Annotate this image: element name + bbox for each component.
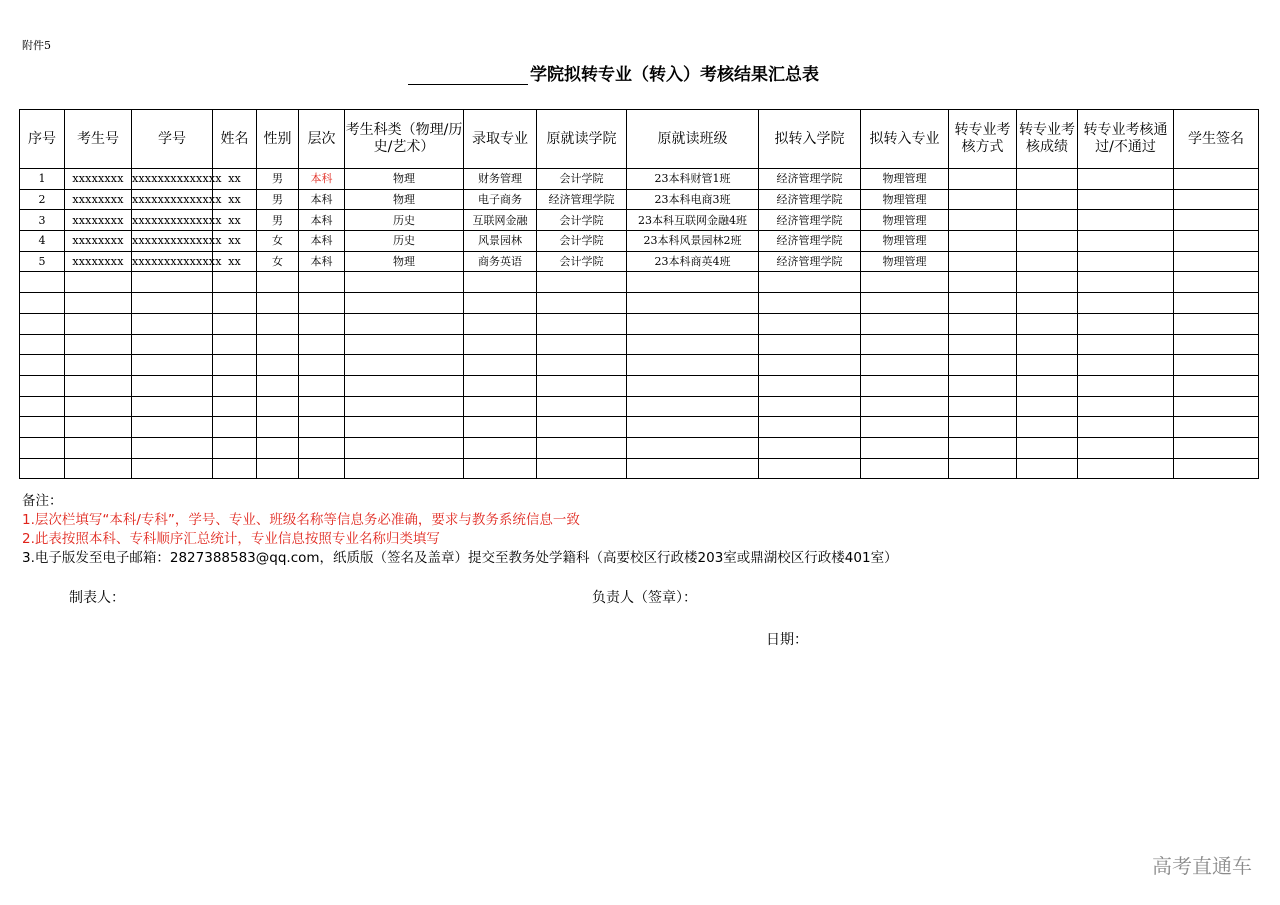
- summary-table: [19, 109, 1259, 479]
- empty-cell[interactable]: [627, 293, 759, 314]
- empty-cell[interactable]: [861, 293, 949, 314]
- cell-exam-no[interactable]: xxxxxxxx: [65, 251, 132, 272]
- empty-cell[interactable]: [1174, 458, 1259, 479]
- empty-cell[interactable]: [20, 355, 65, 376]
- col-header-gender: 性别: [257, 110, 299, 169]
- cell-score[interactable]: [1017, 231, 1078, 252]
- empty-cell[interactable]: [464, 417, 537, 438]
- empty-cell[interactable]: [1078, 375, 1174, 396]
- cell-level[interactable]: 本科: [299, 210, 345, 231]
- empty-cell[interactable]: [949, 313, 1017, 334]
- cell-gender[interactable]: 女: [257, 231, 299, 252]
- cell-name[interactable]: xx: [213, 231, 257, 252]
- empty-cell[interactable]: [299, 334, 345, 355]
- empty-cell[interactable]: [1174, 272, 1259, 293]
- cell-no[interactable]: 2: [20, 189, 65, 210]
- empty-cell[interactable]: [20, 437, 65, 458]
- empty-cell[interactable]: [1017, 417, 1078, 438]
- cell-student-no[interactable]: xxxxxxxxxxxxxx: [132, 231, 213, 252]
- empty-cell[interactable]: [759, 334, 861, 355]
- empty-cell[interactable]: [759, 272, 861, 293]
- watermark: 高考直通车: [1152, 854, 1252, 878]
- empty-cell[interactable]: [132, 293, 213, 314]
- empty-cell[interactable]: [132, 437, 213, 458]
- title-text: 学院拟转专业（转入）考核结果汇总表: [530, 65, 819, 85]
- empty-cell[interactable]: [345, 396, 464, 417]
- cell-orig-class[interactable]: 23本科商英4班: [627, 251, 759, 272]
- empty-cell[interactable]: [464, 375, 537, 396]
- cell-student-no[interactable]: xxxxxxxxxxxxxx: [132, 169, 213, 190]
- notes-heading: 备注：: [22, 493, 63, 509]
- empty-cell[interactable]: [345, 272, 464, 293]
- empty-cell[interactable]: [65, 417, 132, 438]
- empty-cell[interactable]: [65, 293, 132, 314]
- empty-cell[interactable]: [65, 355, 132, 376]
- empty-cell[interactable]: [759, 293, 861, 314]
- note-line-2: 2.此表按照本科、专科顺序汇总统计，专业信息按照专业名称归类填写: [22, 531, 440, 547]
- empty-cell[interactable]: [1174, 334, 1259, 355]
- cell-major[interactable]: 风景园林: [464, 231, 537, 252]
- cell-major[interactable]: 互联网金融: [464, 210, 537, 231]
- empty-cell[interactable]: [1017, 293, 1078, 314]
- empty-cell[interactable]: [464, 437, 537, 458]
- empty-cell[interactable]: [213, 293, 257, 314]
- cell-level[interactable]: 本科: [299, 251, 345, 272]
- empty-cell[interactable]: [20, 375, 65, 396]
- cell-student-no[interactable]: xxxxxxxxxxxxxx: [132, 251, 213, 272]
- empty-cell[interactable]: [345, 375, 464, 396]
- empty-cell[interactable]: [464, 313, 537, 334]
- empty-cell[interactable]: [213, 396, 257, 417]
- empty-cell[interactable]: [65, 334, 132, 355]
- cell-category[interactable]: 历史: [345, 231, 464, 252]
- cell-exam-no[interactable]: xxxxxxxx: [65, 169, 132, 190]
- empty-table-row: [20, 355, 1259, 376]
- cell-name[interactable]: xx: [213, 169, 257, 190]
- empty-cell[interactable]: [537, 396, 627, 417]
- empty-cell[interactable]: [1017, 396, 1078, 417]
- cell-method[interactable]: [949, 231, 1017, 252]
- responsible-label: 负责人（签章）：: [592, 590, 697, 606]
- col-header-major: 录取专业: [464, 110, 537, 169]
- empty-table-row: [20, 437, 1259, 458]
- cell-result[interactable]: [1078, 210, 1174, 231]
- empty-table-row: [20, 396, 1259, 417]
- empty-cell[interactable]: [1078, 417, 1174, 438]
- cell-signature[interactable]: [1174, 251, 1259, 272]
- cell-no[interactable]: 3: [20, 210, 65, 231]
- empty-cell[interactable]: [257, 334, 299, 355]
- cell-result[interactable]: [1078, 189, 1174, 210]
- empty-cell[interactable]: [464, 293, 537, 314]
- cell-no[interactable]: 5: [20, 251, 65, 272]
- empty-cell[interactable]: [213, 355, 257, 376]
- empty-cell[interactable]: [537, 272, 627, 293]
- cell-gender[interactable]: 男: [257, 189, 299, 210]
- empty-cell[interactable]: [65, 272, 132, 293]
- empty-cell[interactable]: [759, 458, 861, 479]
- empty-cell[interactable]: [627, 396, 759, 417]
- empty-cell[interactable]: [949, 293, 1017, 314]
- empty-cell[interactable]: [299, 458, 345, 479]
- empty-cell[interactable]: [949, 396, 1017, 417]
- cell-major[interactable]: 商务英语: [464, 251, 537, 272]
- empty-cell[interactable]: [861, 396, 949, 417]
- cell-signature[interactable]: [1174, 189, 1259, 210]
- empty-cell[interactable]: [257, 396, 299, 417]
- col-header-method: 转专业考核方式: [949, 110, 1017, 169]
- empty-cell[interactable]: [861, 272, 949, 293]
- cell-orig-class[interactable]: 23本科互联网金融4班: [627, 210, 759, 231]
- notes-section: [22, 492, 898, 568]
- empty-cell[interactable]: [464, 334, 537, 355]
- empty-cell[interactable]: [627, 375, 759, 396]
- cell-target-college[interactable]: 经济管理学院: [759, 210, 861, 231]
- cell-student-no[interactable]: xxxxxxxxxxxxxx: [132, 210, 213, 231]
- cell-method[interactable]: [949, 169, 1017, 190]
- empty-cell[interactable]: [1078, 334, 1174, 355]
- empty-cell[interactable]: [861, 355, 949, 376]
- empty-cell[interactable]: [861, 375, 949, 396]
- cell-target-college[interactable]: 经济管理学院: [759, 189, 861, 210]
- cell-score[interactable]: [1017, 210, 1078, 231]
- empty-cell[interactable]: [213, 458, 257, 479]
- empty-table-row: [20, 417, 1259, 438]
- empty-cell[interactable]: [65, 396, 132, 417]
- cell-score[interactable]: [1017, 251, 1078, 272]
- cell-category[interactable]: 物理: [345, 189, 464, 210]
- empty-cell[interactable]: [537, 355, 627, 376]
- empty-cell[interactable]: [132, 458, 213, 479]
- empty-cell[interactable]: [345, 293, 464, 314]
- col-header-no: 序号: [20, 110, 65, 169]
- empty-cell[interactable]: [949, 458, 1017, 479]
- empty-cell[interactable]: [759, 313, 861, 334]
- col-header-exam-no: 考生号: [65, 110, 132, 169]
- empty-table-row: [20, 293, 1259, 314]
- cell-signature[interactable]: [1174, 169, 1259, 190]
- empty-cell[interactable]: [213, 313, 257, 334]
- empty-cell[interactable]: [949, 437, 1017, 458]
- empty-cell[interactable]: [1017, 375, 1078, 396]
- cell-score[interactable]: [1017, 189, 1078, 210]
- empty-cell[interactable]: [1174, 355, 1259, 376]
- empty-cell[interactable]: [299, 313, 345, 334]
- empty-cell[interactable]: [345, 417, 464, 438]
- col-header-target-major: 拟转入专业: [861, 110, 949, 169]
- col-header-name: 姓名: [213, 110, 257, 169]
- empty-cell[interactable]: [257, 375, 299, 396]
- header-row: [20, 110, 1259, 169]
- page-title: [408, 60, 819, 85]
- cell-orig-class[interactable]: 23本科财管1班: [627, 169, 759, 190]
- col-header-signature: 学生签名: [1174, 110, 1259, 169]
- cell-orig-college[interactable]: 会计学院: [537, 169, 627, 190]
- cell-target-major[interactable]: 物理管理: [861, 210, 949, 231]
- empty-cell[interactable]: [464, 355, 537, 376]
- empty-cell[interactable]: [537, 313, 627, 334]
- empty-cell[interactable]: [65, 313, 132, 334]
- cell-exam-no[interactable]: xxxxxxxx: [65, 210, 132, 231]
- empty-cell[interactable]: [20, 313, 65, 334]
- cell-category[interactable]: 物理: [345, 169, 464, 190]
- col-header-orig-class: 原就读班级: [627, 110, 759, 169]
- cell-method[interactable]: [949, 189, 1017, 210]
- empty-cell[interactable]: [213, 437, 257, 458]
- empty-cell[interactable]: [65, 458, 132, 479]
- empty-cell[interactable]: [132, 375, 213, 396]
- cell-category[interactable]: 历史: [345, 210, 464, 231]
- cell-level[interactable]: 本科: [299, 231, 345, 252]
- cell-score[interactable]: [1017, 169, 1078, 190]
- col-header-score: 转专业考核成绩: [1017, 110, 1078, 169]
- empty-cell[interactable]: [537, 437, 627, 458]
- cell-target-major[interactable]: 物理管理: [861, 251, 949, 272]
- empty-cell[interactable]: [949, 375, 1017, 396]
- cell-no[interactable]: 4: [20, 231, 65, 252]
- empty-cell[interactable]: [1174, 375, 1259, 396]
- empty-cell[interactable]: [213, 334, 257, 355]
- empty-cell[interactable]: [627, 313, 759, 334]
- cell-target-major[interactable]: 物理管理: [861, 169, 949, 190]
- cell-signature[interactable]: [1174, 210, 1259, 231]
- empty-cell[interactable]: [20, 417, 65, 438]
- col-header-student-no: 学号: [132, 110, 213, 169]
- empty-cell[interactable]: [345, 313, 464, 334]
- cell-no[interactable]: 1: [20, 169, 65, 190]
- empty-cell[interactable]: [345, 334, 464, 355]
- empty-cell[interactable]: [20, 396, 65, 417]
- col-header-level: 层次: [299, 110, 345, 169]
- cell-name[interactable]: xx: [213, 189, 257, 210]
- cell-target-college[interactable]: 经济管理学院: [759, 231, 861, 252]
- table-row: [20, 169, 1259, 190]
- empty-table-row: [20, 313, 1259, 334]
- empty-cell[interactable]: [257, 272, 299, 293]
- empty-cell[interactable]: [627, 334, 759, 355]
- empty-cell[interactable]: [345, 437, 464, 458]
- empty-cell[interactable]: [20, 293, 65, 314]
- empty-cell[interactable]: [65, 437, 132, 458]
- empty-cell[interactable]: [627, 458, 759, 479]
- empty-cell[interactable]: [213, 272, 257, 293]
- empty-table-row: [20, 458, 1259, 479]
- empty-cell[interactable]: [759, 396, 861, 417]
- empty-cell[interactable]: [759, 437, 861, 458]
- empty-cell[interactable]: [537, 334, 627, 355]
- empty-cell[interactable]: [759, 375, 861, 396]
- empty-cell[interactable]: [20, 458, 65, 479]
- empty-cell[interactable]: [861, 313, 949, 334]
- empty-table-row: [20, 375, 1259, 396]
- empty-cell[interactable]: [627, 417, 759, 438]
- cell-level[interactable]: 本科: [299, 169, 345, 190]
- cell-result[interactable]: [1078, 251, 1174, 272]
- cell-category[interactable]: 物理: [345, 251, 464, 272]
- cell-orig-college[interactable]: 会计学院: [537, 231, 627, 252]
- table-row: [20, 251, 1259, 272]
- empty-cell[interactable]: [464, 458, 537, 479]
- cell-target-major[interactable]: 物理管理: [861, 189, 949, 210]
- empty-cell[interactable]: [299, 272, 345, 293]
- cell-major[interactable]: 财务管理: [464, 169, 537, 190]
- empty-cell[interactable]: [213, 375, 257, 396]
- empty-cell[interactable]: [132, 313, 213, 334]
- cell-level[interactable]: 本科: [299, 189, 345, 210]
- empty-cell[interactable]: [1174, 313, 1259, 334]
- empty-cell[interactable]: [257, 355, 299, 376]
- empty-cell[interactable]: [537, 293, 627, 314]
- col-header-category: 考生科类（物理/历史/艺术）: [345, 110, 464, 169]
- empty-cell[interactable]: [759, 417, 861, 438]
- empty-cell[interactable]: [1017, 437, 1078, 458]
- empty-cell[interactable]: [345, 355, 464, 376]
- empty-cell[interactable]: [1017, 272, 1078, 293]
- empty-cell[interactable]: [537, 458, 627, 479]
- empty-cell[interactable]: [213, 417, 257, 438]
- empty-cell[interactable]: [627, 272, 759, 293]
- empty-cell[interactable]: [1078, 313, 1174, 334]
- empty-cell[interactable]: [464, 396, 537, 417]
- empty-cell[interactable]: [65, 375, 132, 396]
- note-line-3: 3.电子版发至电子邮箱：2827388583@qq.com，纸质版（签名及盖章）提交至教务处学籍科（高要校区行政楼203室或鼎湖校区行政楼401室）: [22, 550, 898, 566]
- empty-cell[interactable]: [1174, 417, 1259, 438]
- empty-cell[interactable]: [257, 417, 299, 438]
- empty-cell[interactable]: [1017, 458, 1078, 479]
- empty-cell[interactable]: [627, 355, 759, 376]
- attachment-label: 附件5: [22, 39, 51, 52]
- cell-exam-no[interactable]: xxxxxxxx: [65, 189, 132, 210]
- cell-gender[interactable]: 女: [257, 251, 299, 272]
- empty-cell[interactable]: [132, 396, 213, 417]
- empty-cell[interactable]: [861, 417, 949, 438]
- empty-cell[interactable]: [949, 334, 1017, 355]
- empty-cell[interactable]: [537, 417, 627, 438]
- empty-cell[interactable]: [627, 437, 759, 458]
- cell-result[interactable]: [1078, 169, 1174, 190]
- cell-target-college[interactable]: 经济管理学院: [759, 251, 861, 272]
- cell-orig-college[interactable]: 会计学院: [537, 210, 627, 231]
- college-name-blank[interactable]: [408, 64, 528, 85]
- empty-cell[interactable]: [1078, 293, 1174, 314]
- empty-cell[interactable]: [132, 334, 213, 355]
- col-header-result: 转专业考核通过/不通过: [1078, 110, 1174, 169]
- cell-target-major[interactable]: 物理管理: [861, 231, 949, 252]
- empty-cell[interactable]: [949, 272, 1017, 293]
- table-row: [20, 231, 1259, 252]
- empty-cell[interactable]: [257, 458, 299, 479]
- empty-cell[interactable]: [1078, 396, 1174, 417]
- empty-cell[interactable]: [299, 396, 345, 417]
- cell-name[interactable]: xx: [213, 251, 257, 272]
- cell-exam-no[interactable]: xxxxxxxx: [65, 231, 132, 252]
- col-header-orig-college: 原就读学院: [537, 110, 627, 169]
- empty-cell[interactable]: [132, 355, 213, 376]
- empty-cell[interactable]: [1017, 313, 1078, 334]
- cell-target-college[interactable]: 经济管理学院: [759, 169, 861, 190]
- empty-cell[interactable]: [861, 437, 949, 458]
- cell-orig-class[interactable]: 23本科电商3班: [627, 189, 759, 210]
- empty-cell[interactable]: [1078, 458, 1174, 479]
- cell-orig-college[interactable]: 经济管理学院: [537, 189, 627, 210]
- empty-table-row: [20, 272, 1259, 293]
- cell-orig-college[interactable]: 会计学院: [537, 251, 627, 272]
- table-row: [20, 210, 1259, 231]
- empty-cell[interactable]: [537, 375, 627, 396]
- cell-gender[interactable]: 男: [257, 169, 299, 190]
- empty-cell[interactable]: [1017, 355, 1078, 376]
- empty-cell[interactable]: [861, 334, 949, 355]
- cell-signature[interactable]: [1174, 231, 1259, 252]
- empty-cell[interactable]: [299, 437, 345, 458]
- empty-cell[interactable]: [1078, 355, 1174, 376]
- empty-cell[interactable]: [20, 272, 65, 293]
- empty-cell[interactable]: [861, 458, 949, 479]
- cell-gender[interactable]: 男: [257, 210, 299, 231]
- empty-cell[interactable]: [1017, 334, 1078, 355]
- preparer-label: 制表人：: [69, 590, 125, 606]
- empty-cell[interactable]: [759, 355, 861, 376]
- empty-cell[interactable]: [1174, 437, 1259, 458]
- empty-table-row: [20, 334, 1259, 355]
- note-line-1: 1.层次栏填写“本科/专科”，学号、专业、班级名称等信息务必准确，要求与教务系统信息一致: [22, 512, 580, 528]
- col-header-target-college: 拟转入学院: [759, 110, 861, 169]
- empty-cell[interactable]: [345, 458, 464, 479]
- empty-cell[interactable]: [299, 375, 345, 396]
- empty-cell[interactable]: [1078, 437, 1174, 458]
- empty-cell[interactable]: [20, 334, 65, 355]
- empty-cell[interactable]: [949, 417, 1017, 438]
- empty-cell[interactable]: [299, 293, 345, 314]
- cell-student-no[interactable]: xxxxxxxxxxxxxx: [132, 189, 213, 210]
- cell-major[interactable]: 电子商务: [464, 189, 537, 210]
- cell-method[interactable]: [949, 210, 1017, 231]
- table-row: [20, 189, 1259, 210]
- empty-cell[interactable]: [1174, 396, 1259, 417]
- empty-cell[interactable]: [257, 437, 299, 458]
- cell-method[interactable]: [949, 251, 1017, 272]
- empty-cell[interactable]: [299, 355, 345, 376]
- date-label: 日期：: [766, 632, 808, 648]
- empty-cell[interactable]: [132, 417, 213, 438]
- cell-orig-class[interactable]: 23本科风景园林2班: [627, 231, 759, 252]
- empty-cell[interactable]: [949, 355, 1017, 376]
- cell-name[interactable]: xx: [213, 210, 257, 231]
- empty-cell[interactable]: [257, 293, 299, 314]
- empty-cell[interactable]: [299, 417, 345, 438]
- empty-cell[interactable]: [132, 272, 213, 293]
- empty-cell[interactable]: [464, 272, 537, 293]
- empty-cell[interactable]: [1174, 293, 1259, 314]
- empty-cell[interactable]: [257, 313, 299, 334]
- empty-cell[interactable]: [1078, 272, 1174, 293]
- cell-result[interactable]: [1078, 231, 1174, 252]
